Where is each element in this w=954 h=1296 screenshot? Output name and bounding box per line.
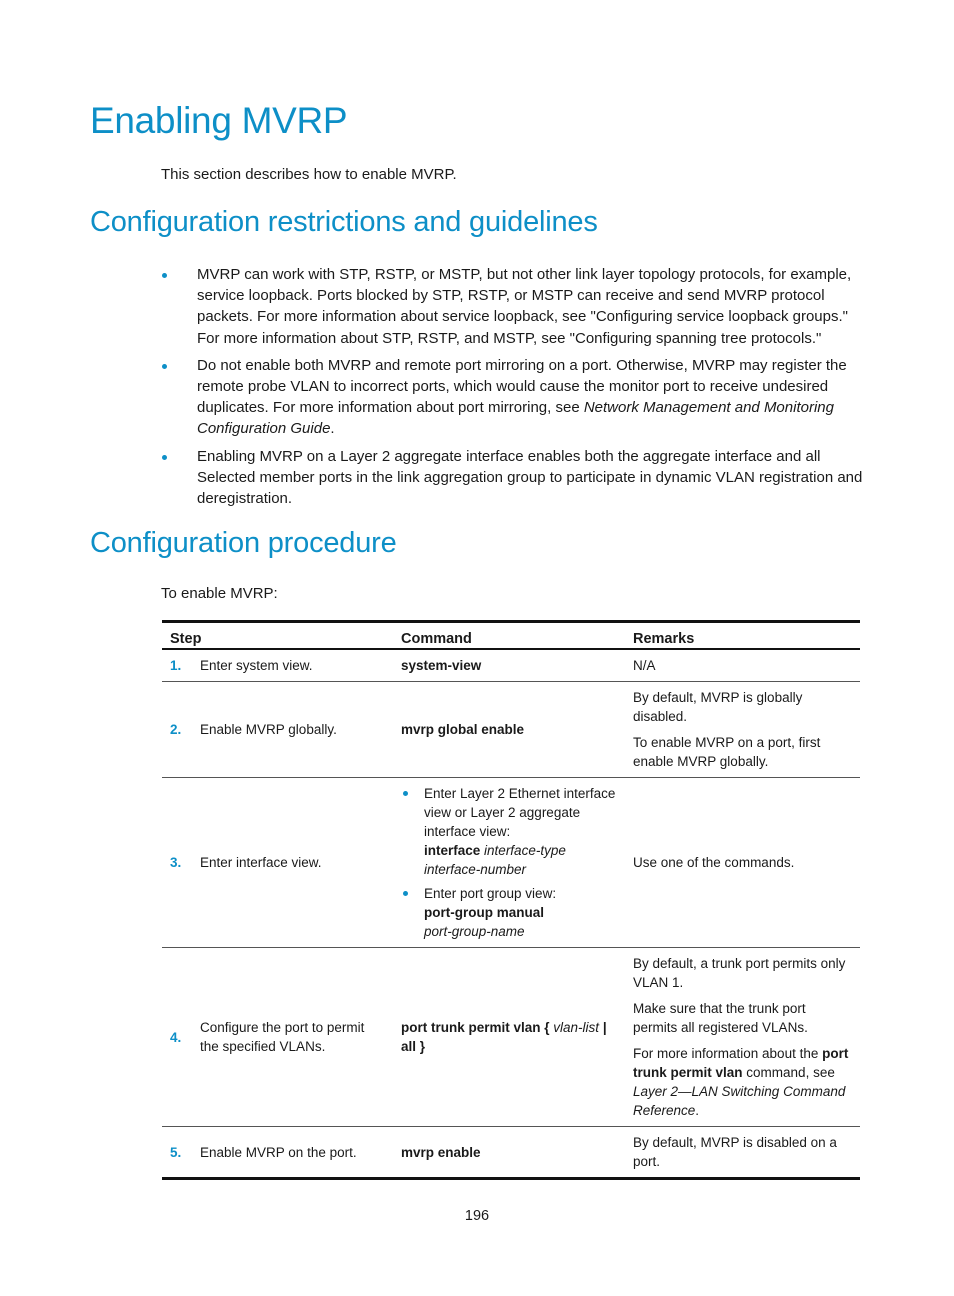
step-text: Enable MVRP globally.	[194, 682, 393, 778]
step-number: 3.	[162, 778, 194, 948]
header-remarks: Remarks	[625, 622, 860, 650]
step-text: Enable MVRP on the port.	[194, 1127, 393, 1179]
remarks-text: By default, a trunk port permits only VLAN 1. Make sure that the trunk port permits all registered VLANs. For more information about the port trunk permit vlan command, see Layer 2—LAN Switching Command Reference.	[625, 948, 860, 1127]
command-text: system-view	[401, 658, 482, 673]
table-row	[162, 682, 860, 778]
intro-text: This section describes how to enable MVRP.	[161, 166, 457, 183]
step-number: 2.	[162, 682, 194, 778]
list-item: MVRP can work with STP, RSTP, or MSTP, but not other link layer topology protocols, for example, service loopback. Ports blocked by STP, RSTP, or MSTP can receive and send MVRP protocol packets. For more information about service loopback, see "Configuring service loopback groups." For more information about STP, RSTP, and MSTP, see "Configuring spanning tree protocols."	[162, 264, 872, 349]
bullet-icon	[403, 891, 408, 896]
list-item: Enter port group view: port-group manual port-group-name	[401, 884, 617, 941]
list-item: Enter Layer 2 Ethernet interface view or Layer 2 aggregate interface view: interface interface-type interface-number	[401, 784, 617, 879]
list-item: Do not enable both MVRP and remote port mirroring on a port. Otherwise, MVRP may register the remote probe VLAN to incorrect ports, which would cause the monitor port to receive undesired duplicates. For more information about port mirroring, see Network Management and Monitoring Configuration Guide.	[162, 355, 872, 440]
table-row	[162, 778, 860, 948]
header-command: Command	[393, 622, 625, 650]
step-number: 1.	[170, 658, 182, 673]
page-title: Enabling MVRP	[90, 100, 348, 141]
remarks-text: By default, MVRP is globally disabled. To enable MVRP on a port, first enable MVRP globally.	[625, 682, 860, 778]
list-item: Enabling MVRP on a Layer 2 aggregate interface enables both the aggregate interface and all Selected member ports in the link aggregation group to participate in dynamic VLAN registration and deregistration.	[162, 446, 872, 510]
bullet-icon	[162, 273, 167, 278]
bullet-icon	[162, 364, 167, 369]
step-text: Enter system view.	[200, 658, 313, 673]
remarks-text: N/A	[633, 658, 656, 673]
table-row	[162, 1127, 860, 1179]
procedure-lead: To enable MVRP:	[161, 585, 278, 602]
section-heading-procedure: Configuration procedure	[90, 527, 397, 559]
doc-reference: Network Management and Monitoring Configuration Guide	[197, 399, 834, 438]
command-text: port trunk permit vlan { vlan-list | all }	[393, 948, 625, 1127]
page-number: 196	[464, 1208, 490, 1224]
procedure-table	[162, 620, 860, 1180]
step-text: Enter interface view.	[194, 778, 393, 948]
guidelines-list	[162, 264, 872, 515]
bullet-icon	[162, 455, 167, 460]
remarks-text: Use one of the commands.	[625, 778, 860, 948]
remarks-text: By default, MVRP is disabled on a port.	[625, 1127, 860, 1179]
step-text: Configure the port to permit the specified VLANs.	[194, 948, 393, 1127]
bullet-icon	[403, 791, 408, 796]
command-options	[393, 778, 625, 948]
section-heading-restrictions: Configuration restrictions and guidelines	[90, 206, 598, 238]
doc-reference: Layer 2—LAN Switching Command Reference	[633, 1084, 846, 1118]
step-number: 5.	[162, 1127, 194, 1179]
table-row	[162, 948, 860, 1127]
step-number: 4.	[162, 948, 194, 1127]
command-text: mvrp global enable	[393, 682, 625, 778]
command-text: mvrp enable	[393, 1127, 625, 1179]
header-step: Step	[162, 622, 393, 650]
table-row	[162, 649, 860, 682]
